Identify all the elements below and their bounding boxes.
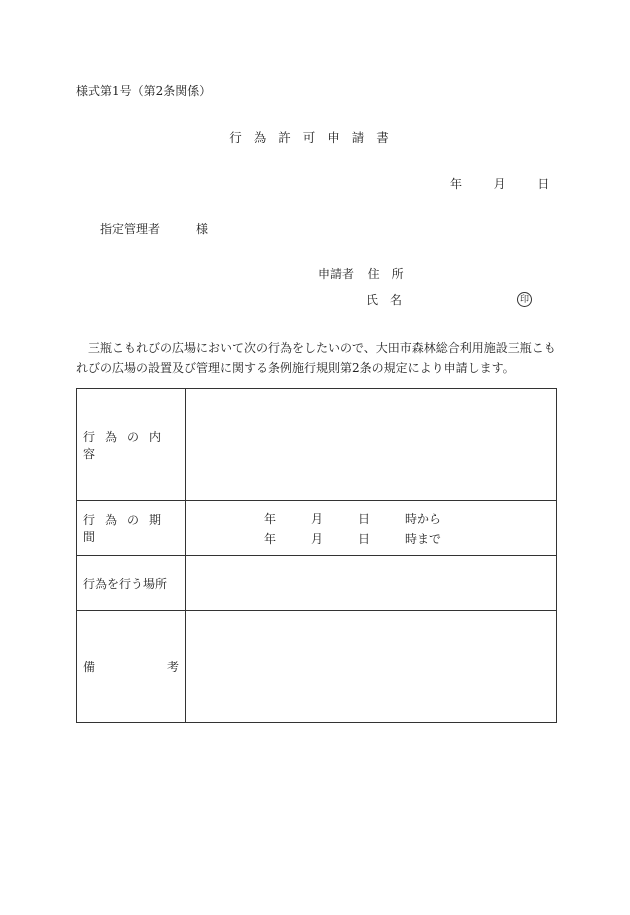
to-day: 日 <box>358 531 371 546</box>
from-hour: 時から <box>405 511 442 526</box>
remarks-field[interactable] <box>186 611 557 723</box>
from-day: 日 <box>358 511 371 526</box>
applicant-address-row <box>318 268 404 280</box>
application-table <box>76 388 557 723</box>
period-field[interactable] <box>186 501 557 556</box>
period-from-line <box>186 508 556 528</box>
seal-mark: 印 <box>517 292 532 307</box>
period-label: 行為の期間 <box>83 513 172 544</box>
addressee-name: 指定管理者 <box>100 222 161 236</box>
content-field[interactable] <box>186 389 557 501</box>
remarks-label-cell <box>77 611 186 723</box>
period-label-cell <box>77 501 186 556</box>
table-row <box>77 501 557 556</box>
to-hour: 時まで <box>405 531 442 546</box>
document-title: 行為許可申請書 <box>229 130 401 145</box>
content-label: 行為の内容 <box>83 429 172 461</box>
addressee <box>100 223 208 235</box>
address-label: 住 所 <box>367 267 404 281</box>
remarks-label-first: 備 <box>83 660 96 674</box>
name-label: 氏 名 <box>366 293 403 307</box>
to-year: 年 <box>264 531 277 546</box>
application-statement: 三瓶こもれびの広場において次の行為をしたいので、大田市森林総合利用施設三瓶こもれびの広場の設置及び管理に関する条例施行規則第2条の規定により申請します。 <box>76 341 556 375</box>
table-row <box>77 611 557 723</box>
from-year: 年 <box>264 511 277 526</box>
applicant-name-row <box>366 294 402 306</box>
form-number: 様式第1号（第2条関係） <box>76 84 212 98</box>
table-row <box>77 556 557 611</box>
date-year-label: 年 <box>450 177 463 191</box>
to-month: 月 <box>311 531 324 546</box>
application-date <box>450 178 549 190</box>
place-label-cell <box>77 556 186 611</box>
table-row <box>77 389 557 501</box>
addressee-honorific: 様 <box>196 222 209 236</box>
date-day-label: 日 <box>537 177 550 191</box>
from-month: 月 <box>311 511 324 526</box>
period-to-line <box>186 528 556 548</box>
place-label: 行為を行う場所 <box>83 576 168 591</box>
place-field[interactable] <box>186 556 557 611</box>
applicant-label: 申請者 <box>318 267 355 281</box>
content-label-cell <box>77 389 186 501</box>
date-month-label: 月 <box>493 177 506 191</box>
remarks-label-second: 考 <box>166 660 179 674</box>
